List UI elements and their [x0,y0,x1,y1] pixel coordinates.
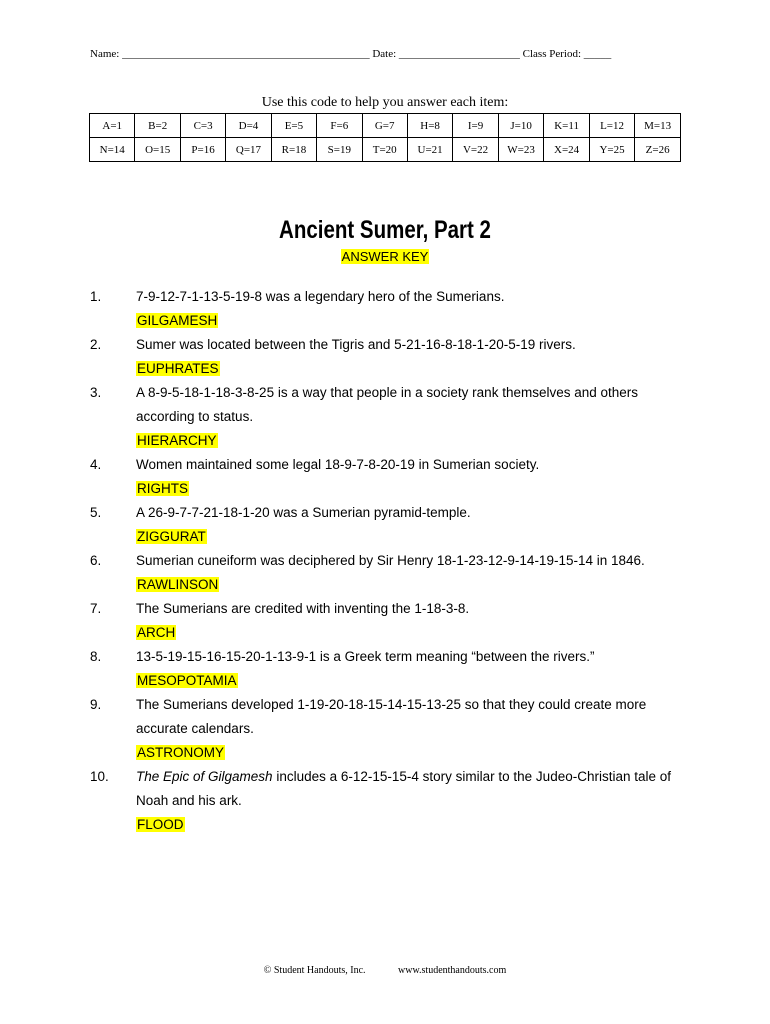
code-cell: O=15 [135,138,180,162]
code-cell: U=21 [407,138,452,162]
question-text: Sumer was located between the Tigris and 5-21-16-8-18-1-20-5-19 rivers. [136,337,576,352]
code-cell: I=9 [453,114,498,138]
website-link[interactable]: www.studenthandouts.com [398,965,507,976]
answer-text: MESOPOTAMIA [137,673,237,688]
code-cell: S=19 [317,138,362,162]
letter-number-code-table [89,113,681,162]
code-cell: H=8 [407,114,452,138]
code-cell: V=22 [453,138,498,162]
answer-text: RIGHTS [137,481,189,496]
name-field[interactable]: _____________________________________________ [122,48,370,60]
question-text: The Sumerians developed 1-19-20-18-15-14-15-13-25 so that they could create more [136,697,647,712]
code-cell: Y=25 [589,138,634,162]
question-number: 8. [90,649,102,664]
code-cell: F=6 [317,114,362,138]
class-period-label: Class Period: [522,48,582,60]
book-title: The Epic of Gilgamesh [136,769,273,784]
question-number: 2. [90,337,102,352]
answer-key-label: ANSWER KEY [341,249,429,264]
code-cell: R=18 [271,138,316,162]
question-text: Women maintained some legal 18-9-7-8-20-19 in Sumerian society. [136,457,540,472]
question-text [136,769,671,784]
question-number: 3. [90,385,102,400]
code-cell: J=10 [498,114,544,138]
answer-text: GILGAMESH [137,313,218,328]
name-label: Name: [90,48,120,60]
code-instructions: Use this code to help you answer each item: [261,95,509,110]
answer-text: ZIGGURAT [137,529,206,544]
code-cell: L=12 [589,114,634,138]
question-number: 7. [90,601,102,616]
question-text-continued: accurate calendars. [136,721,254,736]
code-cell: M=13 [635,114,681,138]
code-cell: Z=26 [635,138,681,162]
code-cell: B=2 [135,114,180,138]
code-cell: A=1 [90,114,135,138]
answer-text: FLOOD [137,817,184,832]
code-row-a-m [90,114,681,138]
answer-text: RAWLINSON [137,577,219,592]
answer-key-heading [0,248,770,266]
question-number: 5. [90,505,102,520]
question-text: A 26-9-7-7-21-18-1-20 was a Sumerian pyramid-temple. [136,505,471,520]
code-cell: W=23 [498,138,544,162]
question-text-continued: according to status. [136,409,254,424]
question-text: 13-5-19-15-16-15-20-1-13-9-1 is a Greek term meaning “between the rivers.” [136,649,595,664]
code-cell: G=7 [362,114,407,138]
question-number: 10. [90,769,109,784]
class-period-field[interactable]: _____ [583,48,612,60]
code-cell: P=16 [180,138,225,162]
page-footer [0,965,770,976]
code-cell: T=20 [362,138,407,162]
answer-text: HIERARCHY [137,433,217,448]
code-cell: C=3 [180,114,225,138]
answer-text: EUPHRATES [137,361,219,376]
code-cell: K=11 [544,114,589,138]
answer-text: ASTRONOMY [137,745,225,760]
question-text: The Sumerians are credited with inventing the 1-18-3-8. [136,601,470,616]
question-text-rest: includes a 6-12-15-15-4 story similar to the Judeo-Christian tale of [272,769,672,784]
code-cell: X=24 [544,138,589,162]
code-cell: E=5 [271,114,316,138]
page-title: Ancient Sumer, Part 2 [279,216,491,244]
question-number: 4. [90,457,102,472]
code-cell: N=14 [90,138,135,162]
student-info-line [90,48,680,60]
question-text: Sumerian cuneiform was deciphered by Sir Henry 18-1-23-12-9-14-19-15-14 in 1846. [136,553,645,568]
copyright-text: © Student Handouts, Inc. [263,965,366,976]
answer-text: ARCH [137,625,176,640]
question-text: 7-9-12-7-1-13-5-19-8 was a legendary hero of the Sumerians. [136,289,505,304]
date-field[interactable]: ______________________ [398,48,520,60]
question-text-continued: Noah and his ark. [136,793,242,808]
question-number: 6. [90,553,102,568]
code-cell: Q=17 [226,138,271,162]
date-label: Date: [372,48,397,60]
code-cell: D=4 [226,114,271,138]
question-text: A 8-9-5-18-1-18-3-8-25 is a way that people in a society rank themselves and others [136,385,639,400]
question-number: 1. [90,289,102,304]
question-number: 9. [90,697,102,712]
code-row-n-z [90,138,681,162]
